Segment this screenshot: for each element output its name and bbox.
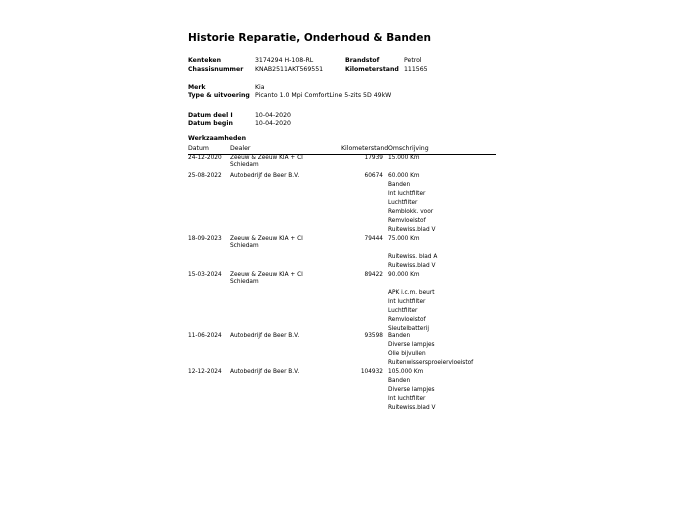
table-cell-omschrijving: Banden [388, 182, 411, 188]
kenteken-value: 3174294 H-108-RL [255, 57, 314, 64]
kilometerstand-label: Kilometerstand [345, 66, 399, 73]
table-cell-kilometerstand: 89422 [364, 272, 383, 278]
chassis-value: KNAB2511AKT569551 [255, 66, 324, 73]
kilometerstand-value: 111565 [404, 66, 428, 73]
merk-label: Merk [188, 84, 206, 91]
column-header-kilometerstand: Kilometerstand [341, 145, 389, 152]
table-cell-datum: 18-09-2023 [188, 236, 222, 242]
datum-begin-label: Datum begin [188, 120, 233, 127]
table-cell-omschrijving: Ruitewiss.blad V [388, 263, 436, 269]
type-label: Type & uitvoering [188, 92, 250, 99]
page-title: Historie Reparatie, Onderhoud & Banden [188, 32, 431, 44]
chassis-label: Chassisnummer [188, 66, 244, 73]
table-cell-datum: 25-08-2022 [188, 173, 222, 179]
column-header-dealer: Dealer [230, 145, 251, 152]
brandstof-label: Brandstof [345, 57, 380, 64]
table-cell-omschrijving: Remblokk. voor [388, 209, 434, 215]
brandstof-value: Petrol [404, 57, 422, 64]
table-cell-datum: 24-12-2020 [188, 155, 222, 161]
table-cell-omschrijving: Int luchtfilter [388, 299, 426, 305]
table-cell-omschrijving: Sleutelbatterij [388, 326, 429, 332]
table-cell-omschrijving: Int luchtfilter [388, 191, 426, 197]
werkzaamheden-heading: Werkzaamheden [188, 135, 246, 142]
table-cell-kilometerstand: 79444 [364, 236, 383, 242]
table-cell-dealer: Autobedrijf de Beer B.V. [230, 369, 300, 375]
merk-value: Kia [255, 84, 265, 91]
table-cell-omschrijving: Ruitewiss.blad V [388, 405, 436, 411]
datum-begin-value: 10-04-2020 [255, 120, 291, 127]
table-cell-datum: 11-06-2024 [188, 333, 222, 339]
table-cell-datum: 12-12-2024 [188, 369, 222, 375]
datum-deel1-value: 10-04-2020 [255, 112, 291, 119]
table-cell-dealer: Zeeuw & Zeeuw KIA + CI [230, 155, 303, 161]
table-cell-dealer-city: Schiedam [230, 278, 259, 285]
table-cell-omschrijving: 15.000 Km [388, 155, 420, 161]
table-cell-omschrijving: Banden [388, 333, 411, 339]
table-cell-omschrijving: 105.000 Km [388, 369, 424, 375]
table-cell-dealer: Zeeuw & Zeeuw KIA + CI [230, 236, 303, 242]
table-cell-kilometerstand: 17939 [364, 155, 383, 161]
column-header-omschrijving: Omschrijving [388, 145, 429, 152]
table-cell-kilometerstand: 60674 [364, 173, 383, 179]
table-cell-dealer: Autobedrijf de Beer B.V. [230, 173, 300, 179]
table-cell-omschrijving: Ruitewiss.blad V [388, 227, 436, 233]
table-cell-omschrijving: 75.000 Km [388, 236, 420, 242]
table-cell-omschrijving: Remvloeistof [388, 218, 426, 224]
table-cell-omschrijving: 90.000 Km [388, 272, 420, 278]
datum-deel1-label: Datum deel I [188, 112, 233, 119]
table-cell-omschrijving: Ruitewiss. blad A [388, 254, 438, 260]
table-cell-omschrijving: Olie bijvullen [388, 351, 426, 357]
table-cell-omschrijving: Ruitenwissersproeiervloeistof [388, 360, 474, 366]
table-cell-datum: 15-03-2024 [188, 272, 222, 278]
table-cell-dealer-city: Schiedam [230, 242, 259, 249]
table-cell-kilometerstand: 93598 [364, 333, 383, 339]
table-cell-omschrijving: APK i.c.m. beurt [388, 290, 435, 296]
table-cell-omschrijving: Remvloeistof [388, 317, 426, 323]
column-header-datum: Datum [188, 145, 209, 152]
table-cell-omschrijving: Banden [388, 378, 411, 384]
table-cell-omschrijving: Luchtfilter [388, 308, 418, 314]
table-cell-omschrijving: Luchtfilter [388, 200, 418, 206]
table-cell-omschrijving: Diverse lampjes [388, 387, 435, 393]
table-cell-dealer-city: Schiedam [230, 161, 259, 168]
type-value: Picanto 1.0 Mpi ComfortLine 5-zits 5D 49kW [255, 92, 392, 99]
table-cell-dealer: Autobedrijf de Beer B.V. [230, 333, 300, 339]
table-cell-dealer: Zeeuw & Zeeuw KIA + CI [230, 272, 303, 278]
table-cell-omschrijving: Int luchtfilter [388, 396, 426, 402]
kenteken-label: Kenteken [188, 57, 221, 64]
table-cell-omschrijving: Diverse lampjes [388, 342, 435, 348]
table-cell-omschrijving: 60.000 Km [388, 173, 420, 179]
table-cell-kilometerstand: 104932 [360, 369, 383, 375]
